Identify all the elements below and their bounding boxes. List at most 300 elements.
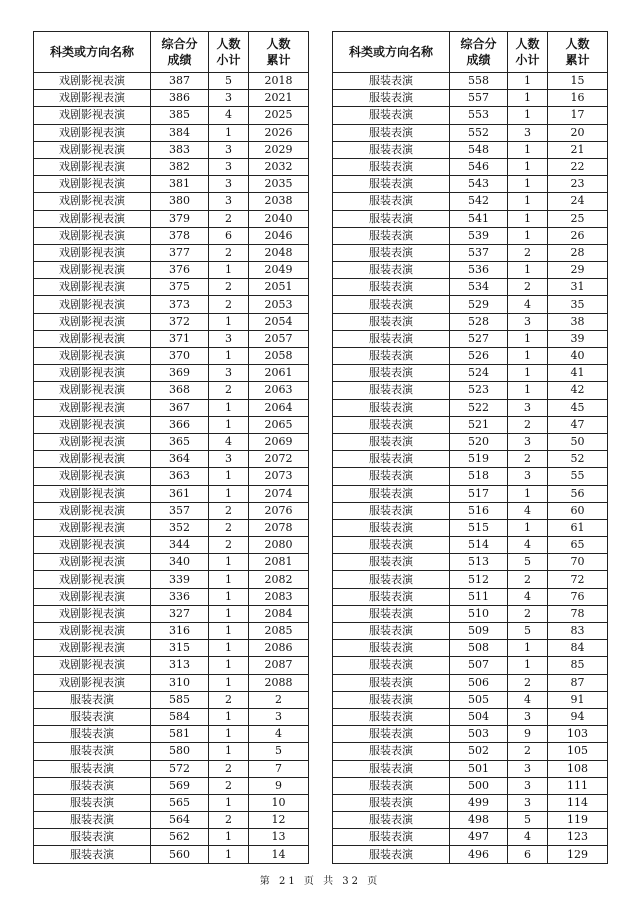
table-row bbox=[333, 382, 608, 399]
cell-cumulative: 2051 bbox=[249, 279, 309, 296]
cell-count: 1 bbox=[209, 588, 249, 605]
cell-category-name: 戏剧影视表演 bbox=[34, 502, 151, 519]
cell-cumulative: 2058 bbox=[249, 348, 309, 365]
cell-category-name: 戏剧影视表演 bbox=[34, 296, 151, 313]
cell-category-name: 服装表演 bbox=[333, 502, 450, 519]
cell-composite-score: 507 bbox=[450, 657, 508, 674]
cell-count: 1 bbox=[209, 124, 249, 141]
cell-cumulative: 35 bbox=[548, 296, 608, 313]
cell-category-name: 服装表演 bbox=[333, 777, 450, 794]
cell-cumulative: 50 bbox=[548, 433, 608, 450]
cell-category-name: 服装表演 bbox=[34, 829, 151, 846]
cell-count: 1 bbox=[508, 365, 548, 382]
table-row bbox=[333, 365, 608, 382]
table-row bbox=[34, 365, 309, 382]
cell-cumulative: 29 bbox=[548, 262, 608, 279]
table-row bbox=[34, 244, 309, 261]
table-row bbox=[34, 708, 309, 725]
cell-count: 1 bbox=[508, 210, 548, 227]
score-table-left bbox=[33, 31, 309, 864]
cell-category-name: 戏剧影视表演 bbox=[34, 107, 151, 124]
cell-cumulative: 2086 bbox=[249, 640, 309, 657]
table-row bbox=[333, 399, 608, 416]
cell-composite-score: 558 bbox=[450, 73, 508, 90]
cell-count: 1 bbox=[209, 846, 249, 863]
table-row bbox=[34, 554, 309, 571]
cell-composite-score: 508 bbox=[450, 640, 508, 657]
table-row bbox=[34, 451, 309, 468]
cell-category-name: 服装表演 bbox=[333, 433, 450, 450]
header-count bbox=[209, 32, 249, 73]
cell-composite-score: 517 bbox=[450, 485, 508, 502]
table-row bbox=[34, 141, 309, 158]
cell-count: 1 bbox=[508, 158, 548, 175]
cell-category-name: 服装表演 bbox=[333, 227, 450, 244]
cell-cumulative: 52 bbox=[548, 451, 608, 468]
header-category-name: 科类或方向名称 bbox=[34, 32, 151, 73]
cell-count: 1 bbox=[209, 313, 249, 330]
cell-count: 2 bbox=[209, 279, 249, 296]
cell-category-name: 服装表演 bbox=[34, 777, 151, 794]
cell-category-name: 戏剧影视表演 bbox=[34, 399, 151, 416]
cell-cumulative: 84 bbox=[548, 640, 608, 657]
cell-category-name: 戏剧影视表演 bbox=[34, 588, 151, 605]
table-row bbox=[333, 605, 608, 622]
cell-cumulative: 91 bbox=[548, 691, 608, 708]
table-row bbox=[333, 451, 608, 468]
cell-composite-score: 357 bbox=[151, 502, 209, 519]
cell-cumulative: 42 bbox=[548, 382, 608, 399]
cell-category-name: 戏剧影视表演 bbox=[34, 90, 151, 107]
table-row bbox=[34, 674, 309, 691]
table-body-right bbox=[333, 73, 608, 864]
cell-count: 3 bbox=[209, 176, 249, 193]
header-cumulative-text: 人数 累计 bbox=[565, 37, 590, 67]
cell-count: 4 bbox=[209, 107, 249, 124]
cell-cumulative: 2087 bbox=[249, 657, 309, 674]
cell-count: 3 bbox=[508, 313, 548, 330]
cell-category-name: 戏剧影视表演 bbox=[34, 279, 151, 296]
cell-composite-score: 382 bbox=[151, 158, 209, 175]
table-row bbox=[34, 210, 309, 227]
cell-count: 3 bbox=[508, 124, 548, 141]
cell-cumulative: 87 bbox=[548, 674, 608, 691]
cell-cumulative: 2040 bbox=[249, 210, 309, 227]
cell-composite-score: 505 bbox=[450, 691, 508, 708]
cell-composite-score: 520 bbox=[450, 433, 508, 450]
table-row bbox=[333, 640, 608, 657]
table-row bbox=[34, 433, 309, 450]
cell-cumulative: 2072 bbox=[249, 451, 309, 468]
table-row bbox=[34, 262, 309, 279]
cell-composite-score: 581 bbox=[151, 726, 209, 743]
cell-cumulative: 119 bbox=[548, 812, 608, 829]
cell-cumulative: 15 bbox=[548, 73, 608, 90]
cell-composite-score: 560 bbox=[151, 846, 209, 863]
cell-composite-score: 565 bbox=[151, 794, 209, 811]
cell-composite-score: 553 bbox=[450, 107, 508, 124]
cell-count: 2 bbox=[209, 812, 249, 829]
cell-cumulative: 56 bbox=[548, 485, 608, 502]
cell-count: 4 bbox=[508, 502, 548, 519]
cell-composite-score: 543 bbox=[450, 176, 508, 193]
cell-category-name: 服装表演 bbox=[333, 124, 450, 141]
cell-composite-score: 373 bbox=[151, 296, 209, 313]
cell-cumulative: 105 bbox=[548, 743, 608, 760]
table-row bbox=[34, 158, 309, 175]
cell-category-name: 服装表演 bbox=[333, 158, 450, 175]
header-count bbox=[508, 32, 548, 73]
header-cumulative bbox=[249, 32, 309, 73]
cell-cumulative: 2048 bbox=[249, 244, 309, 261]
cell-count: 2 bbox=[508, 279, 548, 296]
footer-page-number: 21 bbox=[278, 876, 298, 887]
cell-count: 2 bbox=[508, 244, 548, 261]
cell-category-name: 服装表演 bbox=[333, 416, 450, 433]
table-row bbox=[333, 743, 608, 760]
cell-count: 2 bbox=[508, 416, 548, 433]
cell-cumulative: 23 bbox=[548, 176, 608, 193]
cell-composite-score: 498 bbox=[450, 812, 508, 829]
footer-middle: 页 共 bbox=[303, 876, 337, 887]
cell-count: 1 bbox=[209, 640, 249, 657]
cell-cumulative: 83 bbox=[548, 623, 608, 640]
cell-category-name: 服装表演 bbox=[333, 743, 450, 760]
cell-category-name: 服装表演 bbox=[333, 846, 450, 863]
cell-category-name: 服装表演 bbox=[333, 468, 450, 485]
header-score-text: 综合分 成绩 bbox=[460, 37, 497, 67]
cell-cumulative: 2018 bbox=[249, 73, 309, 90]
cell-cumulative: 2053 bbox=[249, 296, 309, 313]
cell-count: 1 bbox=[508, 73, 548, 90]
cell-cumulative: 2035 bbox=[249, 176, 309, 193]
cell-composite-score: 518 bbox=[450, 468, 508, 485]
cell-composite-score: 378 bbox=[151, 227, 209, 244]
cell-count: 6 bbox=[508, 846, 548, 863]
cell-composite-score: 557 bbox=[450, 90, 508, 107]
table-row bbox=[333, 691, 608, 708]
header-composite-score bbox=[450, 32, 508, 73]
table-row bbox=[34, 124, 309, 141]
table-row bbox=[333, 107, 608, 124]
cell-category-name: 戏剧影视表演 bbox=[34, 141, 151, 158]
table-row bbox=[333, 416, 608, 433]
cell-cumulative: 45 bbox=[548, 399, 608, 416]
cell-composite-score: 327 bbox=[151, 605, 209, 622]
cell-category-name: 戏剧影视表演 bbox=[34, 416, 151, 433]
cell-cumulative: 76 bbox=[548, 588, 608, 605]
cell-category-name: 戏剧影视表演 bbox=[34, 193, 151, 210]
cell-category-name: 服装表演 bbox=[333, 829, 450, 846]
cell-cumulative: 41 bbox=[548, 365, 608, 382]
cell-composite-score: 387 bbox=[151, 73, 209, 90]
table-row bbox=[333, 708, 608, 725]
table-row bbox=[333, 674, 608, 691]
table-row bbox=[34, 794, 309, 811]
cell-count: 2 bbox=[209, 777, 249, 794]
cell-cumulative: 2081 bbox=[249, 554, 309, 571]
cell-category-name: 服装表演 bbox=[333, 657, 450, 674]
table-row bbox=[34, 73, 309, 90]
cell-count: 1 bbox=[209, 794, 249, 811]
cell-composite-score: 519 bbox=[450, 451, 508, 468]
header-count-text: 人数 小计 bbox=[515, 37, 540, 67]
cell-cumulative: 55 bbox=[548, 468, 608, 485]
cell-composite-score: 313 bbox=[151, 657, 209, 674]
cell-composite-score: 368 bbox=[151, 382, 209, 399]
cell-cumulative: 26 bbox=[548, 227, 608, 244]
cell-composite-score: 514 bbox=[450, 537, 508, 554]
cell-count: 3 bbox=[508, 708, 548, 725]
table-row bbox=[34, 399, 309, 416]
header-count-text: 人数 小计 bbox=[216, 37, 241, 67]
cell-composite-score: 352 bbox=[151, 519, 209, 536]
cell-category-name: 戏剧影视表演 bbox=[34, 674, 151, 691]
cell-category-name: 服装表演 bbox=[333, 519, 450, 536]
cell-count: 1 bbox=[508, 227, 548, 244]
cell-cumulative: 20 bbox=[548, 124, 608, 141]
table-row bbox=[34, 176, 309, 193]
cell-composite-score: 500 bbox=[450, 777, 508, 794]
table-row bbox=[333, 657, 608, 674]
cell-cumulative: 4 bbox=[249, 726, 309, 743]
table-row bbox=[333, 502, 608, 519]
cell-count: 1 bbox=[209, 554, 249, 571]
table-row bbox=[333, 726, 608, 743]
cell-cumulative: 2073 bbox=[249, 468, 309, 485]
cell-count: 2 bbox=[209, 519, 249, 536]
table-row bbox=[333, 794, 608, 811]
cell-category-name: 戏剧影视表演 bbox=[34, 468, 151, 485]
cell-count: 1 bbox=[209, 348, 249, 365]
cell-cumulative: 2025 bbox=[249, 107, 309, 124]
cell-cumulative: 2061 bbox=[249, 365, 309, 382]
cell-count: 1 bbox=[209, 399, 249, 416]
table-row bbox=[333, 193, 608, 210]
cell-composite-score: 364 bbox=[151, 451, 209, 468]
cell-count: 3 bbox=[508, 760, 548, 777]
cell-cumulative: 2032 bbox=[249, 158, 309, 175]
table-row bbox=[34, 657, 309, 674]
cell-count: 2 bbox=[209, 382, 249, 399]
cell-composite-score: 367 bbox=[151, 399, 209, 416]
table-row bbox=[333, 829, 608, 846]
cell-count: 1 bbox=[508, 193, 548, 210]
cell-cumulative: 65 bbox=[548, 537, 608, 554]
cell-composite-score: 509 bbox=[450, 623, 508, 640]
cell-count: 5 bbox=[508, 554, 548, 571]
cell-composite-score: 504 bbox=[450, 708, 508, 725]
table-row bbox=[333, 485, 608, 502]
cell-count: 2 bbox=[209, 210, 249, 227]
cell-composite-score: 548 bbox=[450, 141, 508, 158]
cell-cumulative: 10 bbox=[249, 794, 309, 811]
cell-cumulative: 108 bbox=[548, 760, 608, 777]
cell-category-name: 戏剧影视表演 bbox=[34, 433, 151, 450]
table-row bbox=[34, 537, 309, 554]
table-row bbox=[34, 605, 309, 622]
cell-composite-score: 512 bbox=[450, 571, 508, 588]
cell-count: 3 bbox=[209, 90, 249, 107]
cell-composite-score: 361 bbox=[151, 485, 209, 502]
cell-composite-score: 534 bbox=[450, 279, 508, 296]
cell-composite-score: 523 bbox=[450, 382, 508, 399]
table-row bbox=[34, 691, 309, 708]
table-row bbox=[34, 519, 309, 536]
cell-composite-score: 380 bbox=[151, 193, 209, 210]
cell-category-name: 戏剧影视表演 bbox=[34, 554, 151, 571]
cell-cumulative: 47 bbox=[548, 416, 608, 433]
cell-category-name: 服装表演 bbox=[333, 330, 450, 347]
cell-count: 1 bbox=[209, 416, 249, 433]
cell-category-name: 戏剧影视表演 bbox=[34, 571, 151, 588]
cell-composite-score: 569 bbox=[151, 777, 209, 794]
cell-category-name: 服装表演 bbox=[333, 210, 450, 227]
cell-category-name: 戏剧影视表演 bbox=[34, 605, 151, 622]
cell-composite-score: 562 bbox=[151, 829, 209, 846]
table-row bbox=[333, 244, 608, 261]
cell-cumulative: 12 bbox=[249, 812, 309, 829]
cell-composite-score: 539 bbox=[450, 227, 508, 244]
cell-count: 1 bbox=[508, 657, 548, 674]
cell-composite-score: 381 bbox=[151, 176, 209, 193]
table-header-row bbox=[333, 32, 608, 73]
cell-cumulative: 2054 bbox=[249, 313, 309, 330]
cell-count: 1 bbox=[209, 623, 249, 640]
cell-category-name: 服装表演 bbox=[333, 313, 450, 330]
cell-category-name: 服装表演 bbox=[34, 846, 151, 863]
cell-count: 1 bbox=[209, 829, 249, 846]
cell-composite-score: 316 bbox=[151, 623, 209, 640]
cell-count: 1 bbox=[209, 743, 249, 760]
cell-composite-score: 383 bbox=[151, 141, 209, 158]
cell-category-name: 服装表演 bbox=[333, 708, 450, 725]
cell-category-name: 服装表演 bbox=[333, 554, 450, 571]
cell-category-name: 服装表演 bbox=[333, 640, 450, 657]
cell-cumulative: 13 bbox=[249, 829, 309, 846]
cell-category-name: 服装表演 bbox=[34, 812, 151, 829]
cell-composite-score: 375 bbox=[151, 279, 209, 296]
table-row bbox=[34, 348, 309, 365]
cell-category-name: 服装表演 bbox=[333, 193, 450, 210]
cell-category-name: 戏剧影视表演 bbox=[34, 124, 151, 141]
cell-count: 1 bbox=[508, 640, 548, 657]
cell-count: 6 bbox=[209, 227, 249, 244]
header-cumulative bbox=[548, 32, 608, 73]
footer-total-pages: 32 bbox=[342, 876, 362, 887]
table-row bbox=[333, 330, 608, 347]
table-row bbox=[34, 640, 309, 657]
cell-cumulative: 40 bbox=[548, 348, 608, 365]
cell-cumulative: 61 bbox=[548, 519, 608, 536]
cell-category-name: 戏剧影视表演 bbox=[34, 519, 151, 536]
cell-cumulative: 5 bbox=[249, 743, 309, 760]
cell-category-name: 服装表演 bbox=[333, 279, 450, 296]
header-score-text: 综合分 成绩 bbox=[161, 37, 198, 67]
table-row bbox=[34, 330, 309, 347]
table-row bbox=[34, 571, 309, 588]
table-row bbox=[34, 502, 309, 519]
cell-composite-score: 384 bbox=[151, 124, 209, 141]
cell-category-name: 服装表演 bbox=[333, 537, 450, 554]
cell-category-name: 服装表演 bbox=[34, 726, 151, 743]
cell-count: 2 bbox=[209, 760, 249, 777]
table-row bbox=[34, 382, 309, 399]
table-row bbox=[333, 296, 608, 313]
cell-count: 2 bbox=[508, 674, 548, 691]
cell-cumulative: 2069 bbox=[249, 433, 309, 450]
cell-count: 5 bbox=[508, 812, 548, 829]
cell-composite-score: 526 bbox=[450, 348, 508, 365]
cell-cumulative: 2 bbox=[249, 691, 309, 708]
cell-count: 3 bbox=[508, 399, 548, 416]
cell-count: 1 bbox=[508, 519, 548, 536]
cell-cumulative: 3 bbox=[249, 708, 309, 725]
table-row bbox=[34, 296, 309, 313]
header-category-name: 科类或方向名称 bbox=[333, 32, 450, 73]
cell-category-name: 服装表演 bbox=[333, 623, 450, 640]
table-row bbox=[34, 588, 309, 605]
table-row bbox=[34, 279, 309, 296]
cell-composite-score: 363 bbox=[151, 468, 209, 485]
cell-category-name: 戏剧影视表演 bbox=[34, 537, 151, 554]
cell-cumulative: 2074 bbox=[249, 485, 309, 502]
table-row bbox=[34, 777, 309, 794]
cell-category-name: 戏剧影视表演 bbox=[34, 348, 151, 365]
cell-composite-score: 310 bbox=[151, 674, 209, 691]
cell-cumulative: 16 bbox=[548, 90, 608, 107]
cell-category-name: 服装表演 bbox=[333, 485, 450, 502]
cell-composite-score: 546 bbox=[450, 158, 508, 175]
table-row bbox=[333, 158, 608, 175]
footer-suffix: 页 bbox=[367, 876, 381, 887]
cell-count: 4 bbox=[508, 691, 548, 708]
cell-cumulative: 2063 bbox=[249, 382, 309, 399]
cell-composite-score: 529 bbox=[450, 296, 508, 313]
cell-cumulative: 2080 bbox=[249, 537, 309, 554]
cell-composite-score: 564 bbox=[151, 812, 209, 829]
cell-count: 5 bbox=[209, 73, 249, 90]
cell-cumulative: 31 bbox=[548, 279, 608, 296]
cell-count: 3 bbox=[508, 433, 548, 450]
cell-composite-score: 584 bbox=[151, 708, 209, 725]
table-row bbox=[333, 588, 608, 605]
cell-composite-score: 527 bbox=[450, 330, 508, 347]
cell-count: 4 bbox=[209, 433, 249, 450]
table-row bbox=[34, 313, 309, 330]
cell-cumulative: 2065 bbox=[249, 416, 309, 433]
table-row bbox=[333, 348, 608, 365]
cell-cumulative: 17 bbox=[548, 107, 608, 124]
cell-composite-score: 497 bbox=[450, 829, 508, 846]
cell-cumulative: 2082 bbox=[249, 571, 309, 588]
cell-composite-score: 366 bbox=[151, 416, 209, 433]
table-row bbox=[333, 519, 608, 536]
cell-count: 3 bbox=[209, 193, 249, 210]
cell-count: 1 bbox=[508, 382, 548, 399]
table-row bbox=[333, 433, 608, 450]
table-row bbox=[333, 846, 608, 863]
footer-prefix: 第 bbox=[259, 876, 273, 887]
cell-composite-score: 379 bbox=[151, 210, 209, 227]
cell-composite-score: 515 bbox=[450, 519, 508, 536]
cell-category-name: 服装表演 bbox=[333, 451, 450, 468]
cell-cumulative: 129 bbox=[548, 846, 608, 863]
table-row bbox=[34, 416, 309, 433]
table-row bbox=[333, 124, 608, 141]
table-row bbox=[34, 846, 309, 863]
cell-category-name: 服装表演 bbox=[333, 107, 450, 124]
